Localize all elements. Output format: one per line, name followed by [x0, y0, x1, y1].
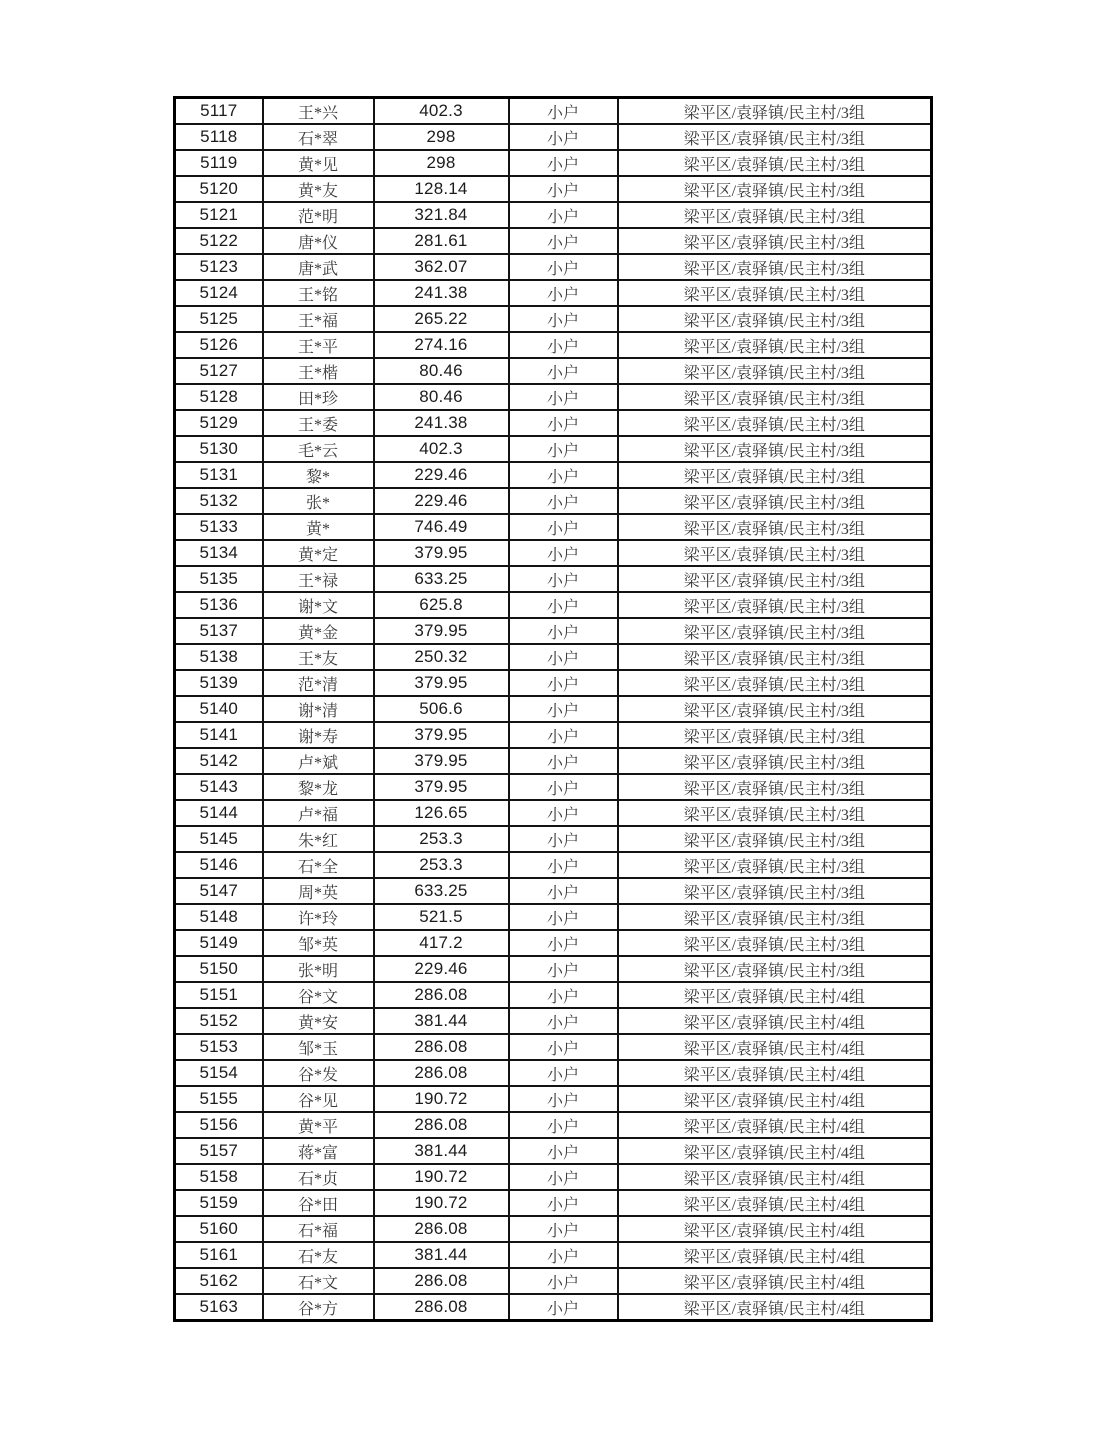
table-row [175, 254, 932, 280]
cell-type: 小户 [509, 852, 618, 878]
table-row [175, 280, 932, 306]
cell-name: 唐*武 [263, 254, 374, 280]
cell-name: 石*翠 [263, 124, 374, 150]
data-table [173, 96, 933, 1322]
cell-id: 5148 [175, 904, 263, 930]
cell-name: 王*铭 [263, 280, 374, 306]
cell-name: 石*友 [263, 1242, 374, 1268]
cell-id: 5129 [175, 410, 263, 436]
cell-location: 梁平区/袁驿镇/民主村/3组 [618, 202, 932, 228]
cell-type: 小户 [509, 1164, 618, 1190]
cell-name: 毛*云 [263, 436, 374, 462]
table-row [175, 774, 932, 800]
cell-name: 邹*玉 [263, 1034, 374, 1060]
cell-name: 黄*见 [263, 150, 374, 176]
cell-id: 5126 [175, 332, 263, 358]
cell-location: 梁平区/袁驿镇/民主村/3组 [618, 124, 932, 150]
cell-name: 黄* [263, 514, 374, 540]
cell-id: 5159 [175, 1190, 263, 1216]
cell-name: 许*玲 [263, 904, 374, 930]
cell-location: 梁平区/袁驿镇/民主村/4组 [618, 1242, 932, 1268]
cell-name: 谢*清 [263, 696, 374, 722]
cell-location: 梁平区/袁驿镇/民主村/3组 [618, 384, 932, 410]
cell-id: 5131 [175, 462, 263, 488]
cell-type: 小户 [509, 202, 618, 228]
cell-location: 梁平区/袁驿镇/民主村/3组 [618, 488, 932, 514]
cell-type: 小户 [509, 592, 618, 618]
cell-location: 梁平区/袁驿镇/民主村/3组 [618, 280, 932, 306]
table-row [175, 98, 932, 125]
table-row [175, 1268, 932, 1294]
cell-name: 王*禄 [263, 566, 374, 592]
cell-location: 梁平区/袁驿镇/民主村/3组 [618, 566, 932, 592]
table-row [175, 228, 932, 254]
cell-id: 5146 [175, 852, 263, 878]
cell-location: 梁平区/袁驿镇/民主村/3组 [618, 956, 932, 982]
cell-name: 石*全 [263, 852, 374, 878]
table-row [175, 800, 932, 826]
cell-type: 小户 [509, 1112, 618, 1138]
cell-id: 5128 [175, 384, 263, 410]
table-row [175, 1216, 932, 1242]
cell-id: 5125 [175, 306, 263, 332]
cell-id: 5158 [175, 1164, 263, 1190]
table-row [175, 514, 932, 540]
cell-value: 190.72 [374, 1190, 509, 1216]
cell-name: 范*明 [263, 202, 374, 228]
cell-location: 梁平区/袁驿镇/民主村/3组 [618, 98, 932, 125]
cell-location: 梁平区/袁驿镇/民主村/3组 [618, 930, 932, 956]
cell-type: 小户 [509, 228, 618, 254]
table-row [175, 540, 932, 566]
cell-id: 5160 [175, 1216, 263, 1242]
table-row [175, 436, 932, 462]
cell-location: 梁平区/袁驿镇/民主村/4组 [618, 982, 932, 1008]
cell-location: 梁平区/袁驿镇/民主村/4组 [618, 1086, 932, 1112]
cell-location: 梁平区/袁驿镇/民主村/3组 [618, 748, 932, 774]
cell-value: 298 [374, 124, 509, 150]
cell-value: 286.08 [374, 1294, 509, 1321]
cell-id: 5162 [175, 1268, 263, 1294]
cell-type: 小户 [509, 488, 618, 514]
cell-type: 小户 [509, 1034, 618, 1060]
cell-location: 梁平区/袁驿镇/民主村/3组 [618, 644, 932, 670]
table-row [175, 930, 932, 956]
cell-id: 5163 [175, 1294, 263, 1321]
cell-type: 小户 [509, 306, 618, 332]
cell-id: 5118 [175, 124, 263, 150]
cell-value: 402.3 [374, 98, 509, 125]
cell-type: 小户 [509, 618, 618, 644]
cell-type: 小户 [509, 904, 618, 930]
cell-location: 梁平区/袁驿镇/民主村/4组 [618, 1294, 932, 1321]
cell-name: 黄*平 [263, 1112, 374, 1138]
cell-value: 379.95 [374, 618, 509, 644]
cell-value: 253.3 [374, 852, 509, 878]
cell-type: 小户 [509, 774, 618, 800]
cell-location: 梁平区/袁驿镇/民主村/3组 [618, 332, 932, 358]
cell-value: 241.38 [374, 410, 509, 436]
cell-name: 谷*田 [263, 1190, 374, 1216]
cell-id: 5151 [175, 982, 263, 1008]
cell-value: 190.72 [374, 1086, 509, 1112]
cell-type: 小户 [509, 150, 618, 176]
cell-type: 小户 [509, 982, 618, 1008]
cell-name: 谷*文 [263, 982, 374, 1008]
table-row [175, 1112, 932, 1138]
cell-location: 梁平区/袁驿镇/民主村/3组 [618, 150, 932, 176]
cell-value: 286.08 [374, 1034, 509, 1060]
cell-id: 5161 [175, 1242, 263, 1268]
cell-value: 633.25 [374, 878, 509, 904]
table-row [175, 410, 932, 436]
cell-type: 小户 [509, 514, 618, 540]
cell-location: 梁平区/袁驿镇/民主村/3组 [618, 800, 932, 826]
cell-name: 朱*红 [263, 826, 374, 852]
cell-type: 小户 [509, 1060, 618, 1086]
cell-value: 190.72 [374, 1164, 509, 1190]
cell-value: 274.16 [374, 332, 509, 358]
cell-value: 265.22 [374, 306, 509, 332]
cell-id: 5145 [175, 826, 263, 852]
cell-location: 梁平区/袁驿镇/民主村/3组 [618, 176, 932, 202]
cell-name: 黎* [263, 462, 374, 488]
cell-id: 5121 [175, 202, 263, 228]
table-row [175, 462, 932, 488]
cell-name: 张* [263, 488, 374, 514]
cell-location: 梁平区/袁驿镇/民主村/3组 [618, 462, 932, 488]
cell-name: 石*福 [263, 1216, 374, 1242]
cell-location: 梁平区/袁驿镇/民主村/3组 [618, 436, 932, 462]
cell-value: 362.07 [374, 254, 509, 280]
cell-type: 小户 [509, 462, 618, 488]
cell-id: 5156 [175, 1112, 263, 1138]
cell-location: 梁平区/袁驿镇/民主村/3组 [618, 514, 932, 540]
cell-type: 小户 [509, 280, 618, 306]
cell-value: 381.44 [374, 1242, 509, 1268]
cell-name: 谷*发 [263, 1060, 374, 1086]
cell-name: 石*贞 [263, 1164, 374, 1190]
cell-name: 黄*友 [263, 176, 374, 202]
cell-location: 梁平区/袁驿镇/民主村/3组 [618, 904, 932, 930]
cell-value: 229.46 [374, 488, 509, 514]
cell-type: 小户 [509, 670, 618, 696]
table-body [175, 98, 932, 1321]
cell-name: 周*英 [263, 878, 374, 904]
cell-value: 379.95 [374, 670, 509, 696]
cell-location: 梁平区/袁驿镇/民主村/3组 [618, 410, 932, 436]
cell-value: 286.08 [374, 1060, 509, 1086]
table-row [175, 566, 932, 592]
table-row [175, 150, 932, 176]
cell-id: 5147 [175, 878, 263, 904]
cell-type: 小户 [509, 1294, 618, 1321]
cell-name: 王*楷 [263, 358, 374, 384]
cell-type: 小户 [509, 1216, 618, 1242]
cell-value: 286.08 [374, 1216, 509, 1242]
cell-type: 小户 [509, 410, 618, 436]
cell-value: 128.14 [374, 176, 509, 202]
table-row [175, 644, 932, 670]
cell-location: 梁平区/袁驿镇/民主村/4组 [618, 1112, 932, 1138]
cell-value: 229.46 [374, 956, 509, 982]
cell-value: 379.95 [374, 540, 509, 566]
cell-id: 5134 [175, 540, 263, 566]
table-row [175, 306, 932, 332]
cell-name: 黎*龙 [263, 774, 374, 800]
table-row [175, 748, 932, 774]
cell-location: 梁平区/袁驿镇/民主村/4组 [618, 1138, 932, 1164]
cell-name: 黄*定 [263, 540, 374, 566]
cell-type: 小户 [509, 644, 618, 670]
cell-location: 梁平区/袁驿镇/民主村/3组 [618, 852, 932, 878]
cell-id: 5138 [175, 644, 263, 670]
cell-location: 梁平区/袁驿镇/民主村/4组 [618, 1268, 932, 1294]
cell-location: 梁平区/袁驿镇/民主村/4组 [618, 1060, 932, 1086]
cell-location: 梁平区/袁驿镇/民主村/3组 [618, 358, 932, 384]
cell-type: 小户 [509, 98, 618, 125]
cell-value: 633.25 [374, 566, 509, 592]
cell-type: 小户 [509, 1242, 618, 1268]
table-row [175, 592, 932, 618]
table-row [175, 332, 932, 358]
cell-location: 梁平区/袁驿镇/民主村/3组 [618, 618, 932, 644]
cell-name: 石*文 [263, 1268, 374, 1294]
cell-location: 梁平区/袁驿镇/民主村/3组 [618, 540, 932, 566]
cell-value: 746.49 [374, 514, 509, 540]
cell-name: 蒋*富 [263, 1138, 374, 1164]
cell-id: 5157 [175, 1138, 263, 1164]
cell-location: 梁平区/袁驿镇/民主村/4组 [618, 1164, 932, 1190]
table-row [175, 982, 932, 1008]
table-row [175, 878, 932, 904]
table-row [175, 1242, 932, 1268]
cell-id: 5143 [175, 774, 263, 800]
cell-value: 80.46 [374, 384, 509, 410]
cell-type: 小户 [509, 124, 618, 150]
table-row [175, 124, 932, 150]
cell-value: 298 [374, 150, 509, 176]
cell-id: 5141 [175, 722, 263, 748]
cell-type: 小户 [509, 176, 618, 202]
cell-id: 5154 [175, 1060, 263, 1086]
cell-value: 625.8 [374, 592, 509, 618]
table-row [175, 176, 932, 202]
cell-id: 5155 [175, 1086, 263, 1112]
cell-id: 5135 [175, 566, 263, 592]
table-row [175, 904, 932, 930]
cell-id: 5144 [175, 800, 263, 826]
table-row [175, 956, 932, 982]
cell-location: 梁平区/袁驿镇/民主村/3组 [618, 592, 932, 618]
cell-type: 小户 [509, 956, 618, 982]
cell-value: 286.08 [374, 1112, 509, 1138]
cell-location: 梁平区/袁驿镇/民主村/4组 [618, 1190, 932, 1216]
cell-value: 253.3 [374, 826, 509, 852]
cell-type: 小户 [509, 254, 618, 280]
cell-id: 5140 [175, 696, 263, 722]
cell-name: 王*委 [263, 410, 374, 436]
cell-type: 小户 [509, 1190, 618, 1216]
cell-type: 小户 [509, 826, 618, 852]
cell-value: 250.32 [374, 644, 509, 670]
table-row [175, 670, 932, 696]
cell-id: 5117 [175, 98, 263, 125]
cell-id: 5132 [175, 488, 263, 514]
table-row [175, 1060, 932, 1086]
cell-id: 5153 [175, 1034, 263, 1060]
cell-location: 梁平区/袁驿镇/民主村/4组 [618, 1216, 932, 1242]
cell-type: 小户 [509, 1008, 618, 1034]
cell-id: 5122 [175, 228, 263, 254]
cell-id: 5152 [175, 1008, 263, 1034]
table-row [175, 852, 932, 878]
cell-type: 小户 [509, 1268, 618, 1294]
cell-id: 5149 [175, 930, 263, 956]
cell-location: 梁平区/袁驿镇/民主村/3组 [618, 696, 932, 722]
cell-type: 小户 [509, 878, 618, 904]
cell-location: 梁平区/袁驿镇/民主村/3组 [618, 878, 932, 904]
cell-type: 小户 [509, 930, 618, 956]
cell-value: 381.44 [374, 1008, 509, 1034]
cell-location: 梁平区/袁驿镇/民主村/3组 [618, 670, 932, 696]
table-row [175, 358, 932, 384]
cell-id: 5130 [175, 436, 263, 462]
cell-id: 5127 [175, 358, 263, 384]
table-row [175, 1086, 932, 1112]
cell-id: 5133 [175, 514, 263, 540]
table-row [175, 202, 932, 228]
cell-value: 379.95 [374, 722, 509, 748]
cell-type: 小户 [509, 800, 618, 826]
cell-name: 范*清 [263, 670, 374, 696]
cell-value: 506.6 [374, 696, 509, 722]
cell-value: 402.3 [374, 436, 509, 462]
cell-name: 黄*安 [263, 1008, 374, 1034]
cell-id: 5124 [175, 280, 263, 306]
cell-id: 5136 [175, 592, 263, 618]
cell-value: 126.65 [374, 800, 509, 826]
cell-value: 321.84 [374, 202, 509, 228]
cell-type: 小户 [509, 566, 618, 592]
table-row [175, 696, 932, 722]
cell-type: 小户 [509, 722, 618, 748]
cell-location: 梁平区/袁驿镇/民主村/3组 [618, 774, 932, 800]
cell-type: 小户 [509, 540, 618, 566]
cell-id: 5120 [175, 176, 263, 202]
cell-name: 卢*斌 [263, 748, 374, 774]
cell-value: 381.44 [374, 1138, 509, 1164]
cell-type: 小户 [509, 748, 618, 774]
cell-id: 5150 [175, 956, 263, 982]
cell-name: 卢*福 [263, 800, 374, 826]
cell-value: 281.61 [374, 228, 509, 254]
table-row [175, 1294, 932, 1321]
cell-name: 田*珍 [263, 384, 374, 410]
cell-value: 379.95 [374, 748, 509, 774]
cell-location: 梁平区/袁驿镇/民主村/3组 [618, 306, 932, 332]
cell-name: 邹*英 [263, 930, 374, 956]
table-row [175, 488, 932, 514]
cell-name: 谢*文 [263, 592, 374, 618]
cell-name: 谷*方 [263, 1294, 374, 1321]
cell-name: 谢*寿 [263, 722, 374, 748]
cell-location: 梁平区/袁驿镇/民主村/3组 [618, 254, 932, 280]
table-row [175, 1138, 932, 1164]
cell-value: 241.38 [374, 280, 509, 306]
cell-id: 5137 [175, 618, 263, 644]
cell-id: 5139 [175, 670, 263, 696]
table-row [175, 1008, 932, 1034]
cell-name: 谷*见 [263, 1086, 374, 1112]
table-row [175, 826, 932, 852]
cell-type: 小户 [509, 1138, 618, 1164]
cell-type: 小户 [509, 696, 618, 722]
cell-name: 王*友 [263, 644, 374, 670]
cell-type: 小户 [509, 1086, 618, 1112]
cell-name: 王*兴 [263, 98, 374, 125]
cell-id: 5142 [175, 748, 263, 774]
cell-name: 张*明 [263, 956, 374, 982]
cell-value: 286.08 [374, 1268, 509, 1294]
cell-location: 梁平区/袁驿镇/民主村/3组 [618, 228, 932, 254]
cell-location: 梁平区/袁驿镇/民主村/3组 [618, 826, 932, 852]
cell-name: 王*平 [263, 332, 374, 358]
cell-value: 379.95 [374, 774, 509, 800]
cell-location: 梁平区/袁驿镇/民主村/4组 [618, 1034, 932, 1060]
table-row [175, 1164, 932, 1190]
cell-value: 229.46 [374, 462, 509, 488]
table-row [175, 722, 932, 748]
cell-name: 唐*仪 [263, 228, 374, 254]
table-row [175, 1190, 932, 1216]
cell-value: 80.46 [374, 358, 509, 384]
cell-name: 黄*金 [263, 618, 374, 644]
cell-value: 286.08 [374, 982, 509, 1008]
cell-id: 5123 [175, 254, 263, 280]
cell-type: 小户 [509, 384, 618, 410]
table-row [175, 618, 932, 644]
cell-location: 梁平区/袁驿镇/民主村/3组 [618, 722, 932, 748]
table-row [175, 384, 932, 410]
table-row [175, 1034, 932, 1060]
cell-value: 521.5 [374, 904, 509, 930]
cell-location: 梁平区/袁驿镇/民主村/4组 [618, 1008, 932, 1034]
cell-value: 417.2 [374, 930, 509, 956]
cell-type: 小户 [509, 332, 618, 358]
cell-type: 小户 [509, 358, 618, 384]
cell-type: 小户 [509, 436, 618, 462]
cell-name: 王*福 [263, 306, 374, 332]
cell-id: 5119 [175, 150, 263, 176]
